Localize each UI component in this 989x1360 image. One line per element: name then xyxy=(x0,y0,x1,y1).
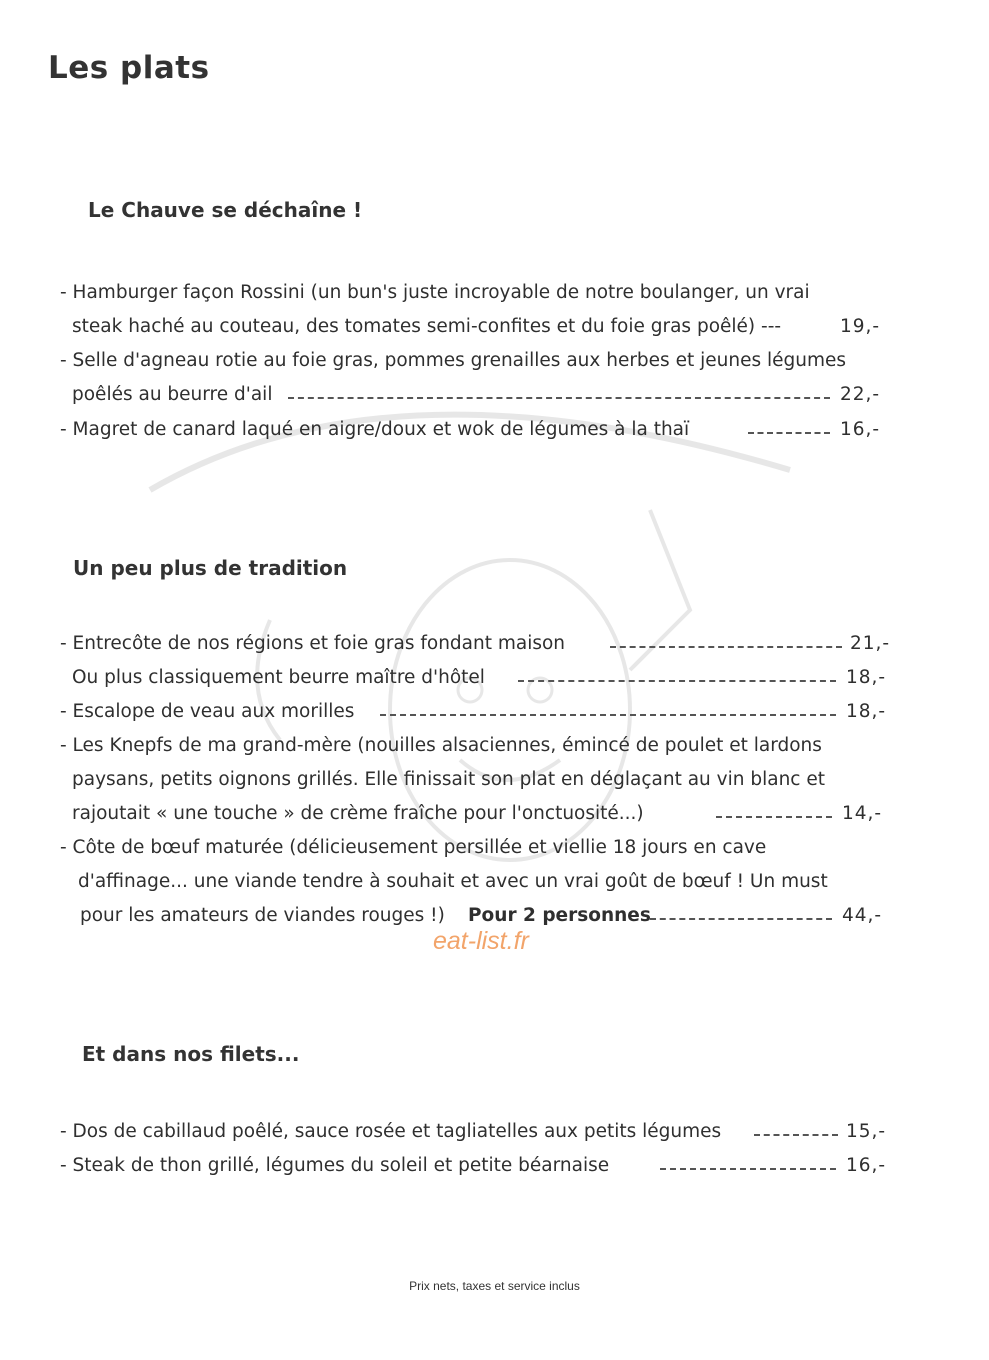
menu-line: rajoutait « une touche » de crème fraîche pour l'onctuosité...) xyxy=(72,803,644,824)
menu-line-bold: Pour 2 personnes xyxy=(468,905,651,926)
dotted-leader xyxy=(748,432,830,434)
footer-note: Prix nets, taxes et service inclus xyxy=(409,1279,580,1293)
menu-line: steak haché au couteau, des tomates semi-confites et du foie gras poêlé) --- xyxy=(72,316,782,337)
section-title-filets: Et dans nos filets... xyxy=(82,1042,300,1066)
dotted-leader xyxy=(610,646,842,648)
menu-price: 19,- xyxy=(840,316,881,337)
menu-line: d'affinage... une viande tendre à souhait et avec un vrai goût de bœuf ! Un must xyxy=(78,871,828,892)
dotted-leader xyxy=(660,1168,836,1170)
menu-line: - Côte de bœuf maturée (délicieusement persillée et viellie 18 jours en cave xyxy=(60,837,767,858)
menu-price: 18,- xyxy=(846,667,887,688)
menu-line: - Magret de canard laqué en aigre/doux et wok de légumes à la thaï xyxy=(60,419,690,440)
menu-line: poêlés au beurre d'ail xyxy=(72,384,273,405)
dotted-leader xyxy=(716,816,832,818)
dotted-leader xyxy=(754,1134,838,1136)
menu-price: 14,- xyxy=(842,803,883,824)
menu-line: pour les amateurs de viandes rouges !) xyxy=(80,905,445,926)
menu-price: 16,- xyxy=(846,1155,887,1176)
menu-line: - Steak de thon grillé, légumes du soleil et petite béarnaise xyxy=(60,1155,610,1176)
menu-price: 15,- xyxy=(846,1121,887,1142)
section-title-chauve: Le Chauve se déchaîne ! xyxy=(88,198,363,222)
menu-line: paysans, petits oignons grillés. Elle finissait son plat en déglaçant au vin blanc et xyxy=(72,769,825,790)
menu-line: - Entrecôte de nos régions et foie gras fondant maison xyxy=(60,633,566,654)
menu-line: - Dos de cabillaud poêlé, sauce rosée et tagliatelles aux petits légumes xyxy=(60,1121,722,1142)
watermark-text: eat-list.fr xyxy=(433,927,529,955)
page-title: Les plats xyxy=(48,50,210,86)
menu-price: 16,- xyxy=(840,419,881,440)
menu-line: - Selle d'agneau rotie au foie gras, pommes grenailles aux herbes et jeunes légumes xyxy=(60,350,846,371)
dotted-leader xyxy=(650,918,832,920)
menu-price: 44,- xyxy=(842,905,883,926)
menu-line: - Escalope de veau aux morilles xyxy=(60,701,355,722)
menu-line: Ou plus classiquement beurre maître d'hôtel xyxy=(72,667,485,688)
menu-price: 21,- xyxy=(850,633,891,654)
dotted-leader xyxy=(380,714,836,716)
dotted-leader xyxy=(518,680,836,682)
menu-price: 18,- xyxy=(846,701,887,722)
menu-line: - Hamburger façon Rossini (un bun's juste incroyable de notre boulanger, un vrai xyxy=(60,282,810,303)
menu-price: 22,- xyxy=(840,384,881,405)
section-title-tradition: Un peu plus de tradition xyxy=(73,556,348,580)
menu-line: - Les Knepfs de ma grand-mère (nouilles alsaciennes, émincé de poulet et lardons xyxy=(60,735,822,756)
dotted-leader xyxy=(288,397,830,399)
